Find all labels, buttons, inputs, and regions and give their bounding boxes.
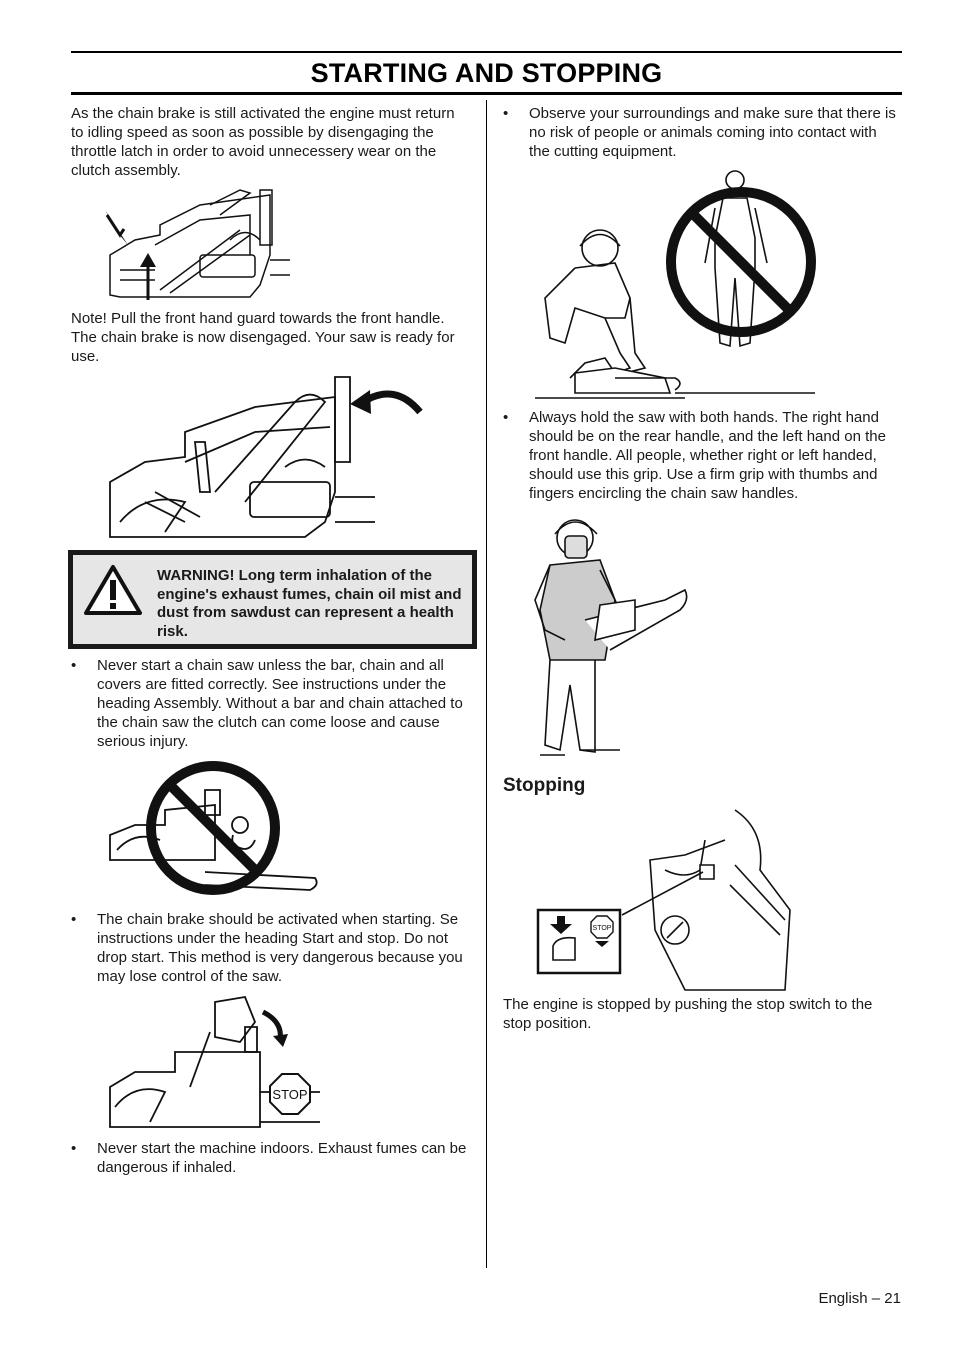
list-item: • Observe your surroundings and make sure that there is no risk of people or animals coming into contact with the cutting equipment.: [503, 105, 896, 160]
saw-rear-handle-illustration: [100, 185, 290, 300]
stop-sign-label: STOP: [272, 1087, 308, 1102]
bullet-text: Always hold the saw with both hands. The right hand should be on the rear handle, and the left hand on the front handle. All people, whether right or left handed, should use this grip. Use a firm grip with thumbs and fingers encircling the chain saw handles.: [529, 409, 886, 502]
stop-switch-illustration: [535, 810, 795, 995]
warning-triangle-icon: [82, 563, 144, 617]
bullet-text: The chain brake should be activated when starting. Se instructions under the heading Start and stop. Do not drop start. This method is very dangerous because you may lose control of the saw.: [97, 911, 463, 985]
saw-handguard-illustration: [105, 372, 425, 542]
column-divider: [486, 100, 487, 1268]
list-item: • The chain brake should be activated when starting. Se instructions under the heading Start and stop. Do not drop start. This method is very dangerous because you may lose control of the saw.: [71, 911, 463, 985]
bystander-prohibited-illustration: [535, 168, 820, 403]
warning-text: WARNING! Long term inhalation of the engine's exhaust fumes, chain oil mist and dust from sawdust can represent a health risk.: [157, 567, 462, 640]
stopping-heading: Stopping: [503, 775, 586, 796]
no-drop-start-illustration: [105, 992, 325, 1132]
no-bar-prohibited-illustration: [105, 760, 320, 895]
bullet-text: Never start a chain saw unless the bar, chain and all covers are fitted correctly. See instructions under the heading Assembly. Without a bar and chain attached to the chain saw the clutch can come loose and cause serious injury.: [97, 657, 463, 750]
warning-box: [68, 550, 477, 649]
list-item: • Never start the machine indoors. Exhaust fumes can be dangerous if inhaled.: [71, 1140, 467, 1176]
stop-sign-icon: [270, 1074, 310, 1114]
list-item: • Never start a chain saw unless the bar, chain and all covers are fitted correctly. See instructions under the heading Assembly. Without a bar and chain attached to the chain saw the clutch can come loose and cause serious injury.: [71, 657, 463, 750]
bullet-text: Observe your surroundings and make sure that there is no risk of people or animals coming into contact with the cutting equipment.: [529, 105, 896, 160]
page-number: English – 21: [818, 1290, 901, 1307]
paragraph-throttle-latch: As the chain brake is still activated the engine must return to idling speed as soon as possible by disengaging the throttle latch in order to avoid unnecessery wear on the clutch assembly.: [71, 105, 455, 179]
paragraph-note-front-handguard: Note! Pull the front hand guard towards the front handle. The chain brake is now disengaged. Your saw is ready for use.: [71, 310, 455, 365]
list-item: • Always hold the saw with both hands. The right hand should be on the rear handle, and the left hand on the front handle. All people, whether right or left handed, should use this grip. Use a firm grip with thumbs and fingers encircling the chain saw handles.: [503, 409, 886, 502]
stop-switch-label: STOP: [592, 925, 612, 932]
bullet-text: Never start the machine indoors. Exhaust fumes can be dangerous if inhaled.: [97, 1140, 467, 1176]
page-header: [71, 51, 902, 95]
arrow-icon: [363, 394, 420, 412]
paragraph-stop-switch: The engine is stopped by pushing the stop switch to the stop position.: [503, 996, 873, 1032]
page-title: STARTING AND STOPPING: [310, 58, 663, 88]
two-hand-grip-illustration: [535, 510, 690, 772]
